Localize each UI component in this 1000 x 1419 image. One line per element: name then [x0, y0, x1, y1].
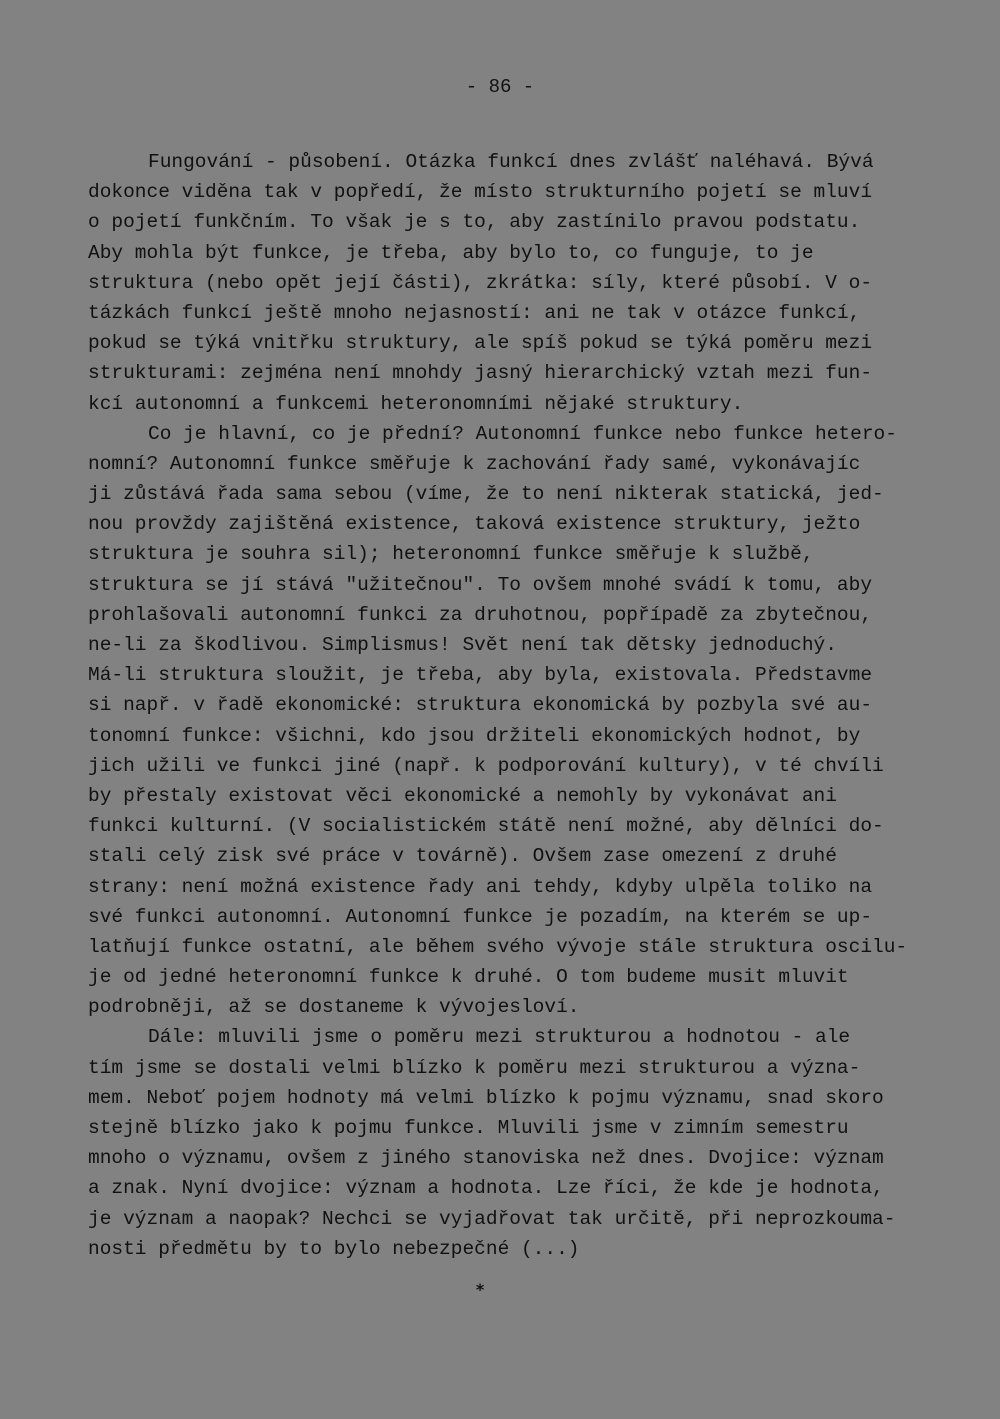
text-line: si např. v řadě ekonomické: struktura ekonomická by pozbyla své au- — [88, 694, 873, 717]
text-line: by přestaly existovat věci ekonomické a nemohly by vykonávat ani — [88, 784, 837, 807]
text-line: prohlašovali autonomní funkci za druhotnou, popřípadě za zbytečnou, — [88, 603, 873, 626]
text-line: nosti předmětu by to bylo nebezpečné (...) — [88, 1237, 580, 1260]
body-text — [88, 147, 928, 1264]
text-line: ne-li za škodlivou. Simplismus! Svět není tak dětsky jednoduchý. — [88, 634, 837, 656]
text-line: nou provždy zajištěná existence, taková existence struktury, ježto — [88, 513, 861, 536]
text-line: Dále: mluvili jsme o poměru mezi strukturou a hodnotou - ale — [148, 1026, 851, 1049]
text-line: mem. Neboť pojem hodnoty má velmi blízko k pojmu významu, snad skoro — [88, 1086, 884, 1109]
text-line: je od jedné heteronomní funkce k druhé. O tom budeme musit mluvit — [88, 966, 849, 989]
text-line: struktura je souhra sil); heteronomní funkce směřuje k službě, — [88, 543, 814, 566]
text-line: je význam a naopak? Nechci se vyjadřovat tak určitě, při neprozkouma- — [88, 1207, 896, 1230]
text-line: Aby mohla být funkce, je třeba, aby bylo to, co funguje, to je — [88, 241, 814, 264]
text-line: dokonce viděna tak v popředí, že místo strukturního pojetí se mluví — [88, 181, 873, 204]
text-line: tázkách funkcí ještě mnoho nejasností: ani ne tak v otázce funkcí, — [88, 301, 861, 324]
text-line: stejně blízko jako k pojmu funkce. Mluvili jsme v zimním semestru — [88, 1117, 849, 1139]
text-line: struktura se jí stává "užitečnou". To ovšem mnohé svádí k tomu, aby — [88, 573, 873, 596]
text-line: funkci kulturní. (V socialistickém státě není možné, aby dělníci do- — [88, 815, 884, 838]
text-line: Co je hlavní, co je přední? Autonomní funkce nebo funkce hetero- — [148, 422, 897, 445]
text-line: tím jsme se dostali velmi blízko k poměru mezi strukturou a význa- — [88, 1056, 861, 1079]
text-line: latňují funkce ostatní, ale během svého vývoje stále struktura oscilu- — [88, 935, 908, 958]
text-line: nomní? Autonomní funkce směřuje k zachování řady samé, vykonávajíc — [88, 452, 861, 475]
text-line: a znak. Nyní dvojice: význam a hodnota. Lze říci, že kde je hodnota, — [88, 1177, 884, 1200]
text-line: mnoho o významu, ovšem z jiného stanoviska než dnes. Dvojice: význam — [88, 1147, 884, 1170]
text-line: Má-li struktura sloužit, je třeba, aby byla, existovala. Představme — [88, 664, 873, 687]
text-line: jich užili ve funkci jiné (např. k podporování kultury), v té chvíli — [88, 754, 884, 777]
text-line: kcí autonomní a funkcemi heteronomními nějaké struktury. — [88, 392, 744, 415]
text-line: Fungování - působení. Otázka funkcí dnes zvlášť naléhavá. Bývá — [148, 151, 874, 173]
text-line: strukturami: zejména není mnohdy jasný hierarchický vztah mezi fun- — [88, 362, 873, 385]
text-line: ji zůstává řada sama sebou (víme, že to není nikterak statická, jed- — [88, 483, 884, 506]
page-number: - 86 - — [465, 76, 535, 98]
end-asterisk: * — [475, 1280, 485, 1299]
text-line: strany: není možná existence řady ani tehdy, kdyby ulpěla toliko na — [88, 875, 873, 898]
text-line: své funkci autonomní. Autonomní funkce je pozadím, na kterém se up- — [88, 905, 873, 928]
text-line: stali celý zisk své práce v továrně). Ovšem zase omezení z druhé — [88, 845, 837, 868]
text-line: o pojetí funkčním. To však je s to, aby zastínilo pravou podstatu. — [88, 211, 861, 234]
text-line: pokud se týká vnitřku struktury, ale spíš pokud se týká poměru mezi — [88, 332, 873, 355]
text-line: tonomní funkce: všichni, kdo jsou držiteli ekonomických hodnot, by — [88, 724, 861, 747]
text-line: struktura (nebo opět její části), zkrátka: síly, které působí. V o- — [88, 271, 873, 294]
text-line: podrobněji, až se dostaneme k vývojesloví. — [88, 996, 580, 1019]
